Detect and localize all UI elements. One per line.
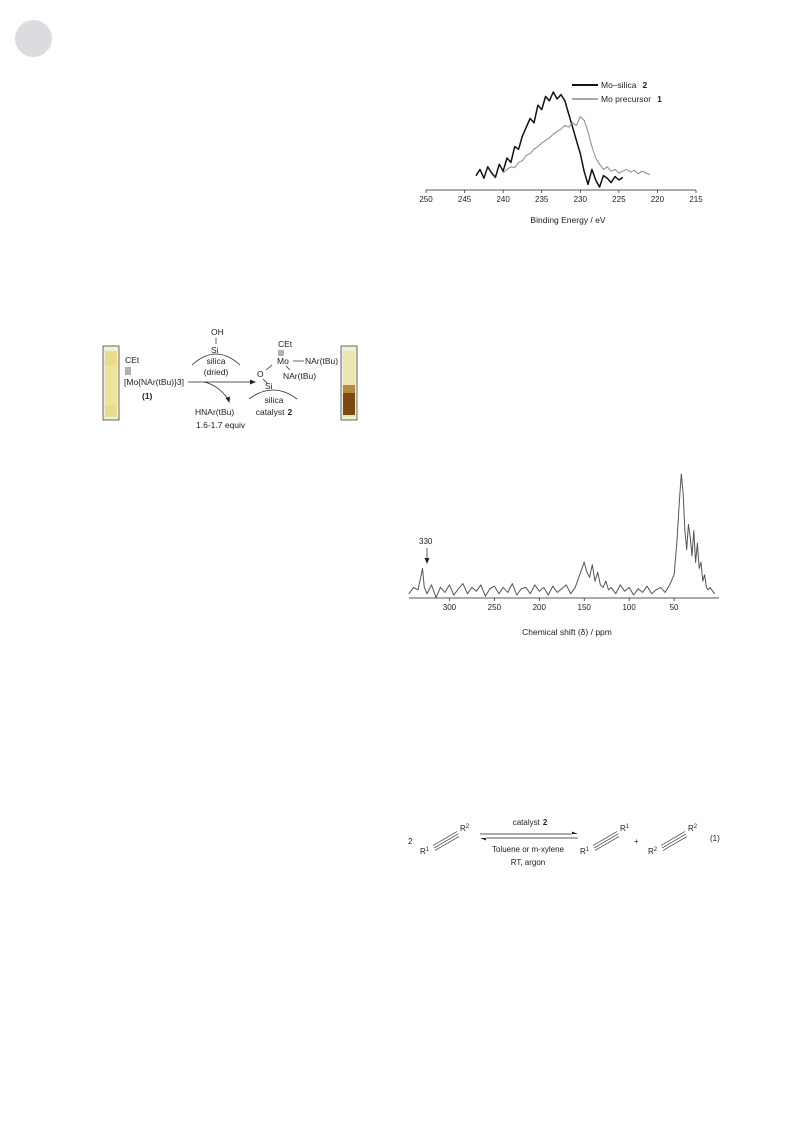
data-point [588,184,589,185]
data-point [476,591,477,592]
data-point [595,581,596,582]
data-point [626,169,627,170]
data-point [507,592,508,593]
data-point [638,588,639,589]
data-point [708,590,709,591]
data-point [599,164,600,165]
data-point [592,169,593,170]
data-point [595,158,596,159]
data-point [572,127,573,128]
eq-coefficient: 2 [408,837,413,846]
x-tick-label: 240 [496,195,510,204]
data-point [603,169,604,170]
data-point [553,134,554,135]
data-point [530,118,531,119]
data-point [611,182,612,183]
series-line-1-0 [409,474,715,598]
data-point [620,585,621,586]
data-point [615,169,616,170]
data-point [561,94,562,95]
data-point [584,120,585,121]
data-point [507,169,508,170]
reactant-mo-complex: [Mo{NAr(tBu)}3] [124,377,184,387]
data-point [704,574,705,575]
eq-catalyst: catalyst 2 [512,818,548,827]
data-point [424,587,425,588]
data-point [592,146,593,147]
data-point [525,587,526,588]
legend-label-mo-silica: Mo–silica 2 [601,80,648,90]
data-point [634,170,635,171]
data-point [600,585,601,586]
data-point [576,125,577,126]
data-point [481,585,482,586]
data-point [615,593,616,594]
nmr-plot-area [409,474,715,598]
data-point [676,543,677,544]
data-point [622,171,623,172]
svg-text:R1: $R^1$ [620,824,630,833]
x-tick-label: 225 [612,195,626,204]
eq-conditions: RT, argon [510,858,546,867]
data-point [472,587,473,588]
silanol-si: Si [211,345,219,355]
data-point [463,583,464,584]
data-point [568,114,569,115]
data-point [584,171,585,172]
data-point [541,109,542,110]
x-tick-label: 300 [442,603,457,612]
data-point [485,596,486,597]
data-point [518,149,519,150]
x-tick-label: 250 [419,195,433,204]
data-point [580,116,581,117]
data-point [642,171,643,172]
data-point [619,180,620,181]
xps-legend [572,80,662,104]
silanol-oh: OH [211,327,224,337]
data-point [642,592,643,593]
nmr-annotation-330: 330 [419,537,433,546]
data-point [692,556,693,557]
data-point [491,173,492,174]
data-point [467,593,468,594]
xps-chart [410,72,710,232]
product-nar2: NAr(tBu) [283,371,317,381]
data-point [685,530,686,531]
svg-text:R2: $R^2$ [688,824,698,833]
product-nar1: NAr(tBu) [305,356,339,366]
data-point [646,173,647,174]
data-point [651,593,652,594]
metathesis-equation [408,810,738,900]
product-silica: silica [264,395,284,405]
data-point [592,564,593,565]
data-point [503,587,504,588]
x-tick-label: 250 [487,603,502,612]
data-point [557,592,558,593]
data-point [674,574,675,575]
silica-label: silica [206,356,226,366]
x-tick-label: 100 [622,603,636,612]
svg-text:R1: $R^1$ [580,847,590,856]
data-point [611,587,612,588]
data-point [622,177,623,178]
data-point [575,587,576,588]
data-point [499,593,500,594]
data-point [552,586,553,587]
data-point [503,173,504,174]
x-tick-label: 220 [650,195,665,204]
data-point [549,137,550,138]
data-point [454,595,455,596]
x-tick-label: 235 [535,195,549,204]
data-point [699,568,700,569]
nmr-x-axis-title: Chemical shift (δ) / ppm [522,627,612,637]
data-point [427,593,428,594]
eq-number: (1) [710,834,720,843]
data-point [557,99,558,100]
data-point [607,178,608,179]
data-point [565,125,566,126]
data-point [656,590,657,591]
data-point [679,499,680,500]
data-point [611,171,612,172]
eq-plus: + [634,837,639,846]
data-point [413,587,414,588]
data-point [605,581,606,582]
data-point [549,100,550,101]
data-point [570,593,571,594]
data-point [584,562,585,563]
data-point [697,543,698,544]
data-point [714,593,715,594]
data-point [688,524,689,525]
data-point [521,588,522,589]
data-point [615,176,616,177]
data-point [710,587,711,588]
eq-solvent: Toluene or m-xylene [491,845,565,854]
product-catalyst-label: catalyst 2 [255,407,293,417]
data-point [476,175,477,176]
data-point [487,166,488,167]
data-point [669,585,670,586]
eq-product-1 [580,824,630,856]
data-point [597,572,598,573]
data-point [588,131,589,132]
data-point [579,574,580,575]
data-point [494,586,495,587]
data-point [422,568,423,569]
series-line-0-0 [476,92,623,187]
data-point [660,587,661,588]
silica-dried: (dried) [203,367,229,377]
data-point [695,562,696,563]
data-point [511,162,512,163]
data-point [409,593,410,594]
data-point [681,474,682,475]
data-point [503,171,504,172]
xps-ticks [419,190,703,204]
nmr-ticks [443,598,679,612]
data-point [706,587,707,588]
data-point [693,530,694,531]
data-point [553,92,554,93]
data-point [440,587,441,588]
reactant-label: (1) [142,391,153,401]
data-point [565,100,566,101]
data-point [514,146,515,147]
product-o: O [257,369,264,379]
x-tick-label: 245 [457,195,472,204]
data-point [526,155,527,156]
x-tick-label: 150 [577,603,591,612]
data-point [420,577,421,578]
data-point [449,585,450,586]
data-point [534,122,535,123]
data-point [514,167,515,168]
data-point [418,590,419,591]
x-tick-label: 50 [669,603,679,612]
x-tick-label: 230 [573,195,587,204]
eq-product-2 [648,824,698,856]
data-point [480,169,481,170]
data-point [561,588,562,589]
data-point [576,140,577,141]
data-point [683,493,684,494]
data-point [538,105,539,106]
data-point [512,583,513,584]
data-point [603,587,604,588]
data-point [690,537,691,538]
x-tick-label: 200 [532,603,546,612]
legend-label-mo-precursor: Mo precursor 1 [601,94,662,104]
data-point [511,166,512,167]
byproduct: HNAr(tBu) [195,407,235,417]
data-point [566,585,567,586]
data-point [541,143,542,144]
data-point [499,164,500,165]
data-point [539,591,540,592]
data-point [665,592,666,593]
data-point [458,588,459,589]
xps-plot-area [476,92,650,188]
data-point [607,166,608,167]
nmr-chart [405,462,725,642]
data-point [619,173,620,174]
product-si: Si [265,381,273,391]
data-point [445,592,446,593]
data-point [495,177,496,178]
svg-text:R2: $R^2$ [460,824,470,833]
data-point [530,593,531,594]
byproduct-equiv: 1.6-1.7 equiv [196,420,246,430]
x-tick-label: 215 [689,195,703,204]
data-point [701,562,702,563]
data-point [522,160,523,161]
grafting-scheme [100,325,370,445]
data-point [638,173,639,174]
data-point [686,549,687,550]
data-point [647,586,648,587]
data-point [624,591,625,592]
vial-after [341,346,357,420]
product-mo: Mo [277,356,289,366]
data-point [534,585,535,586]
page-marker [15,20,52,57]
data-point [518,162,519,163]
data-point [490,588,491,589]
data-point [630,172,631,173]
data-point [587,572,588,573]
data-point [649,174,650,175]
svg-text:R1: $R^1$ [420,847,430,856]
data-point [572,122,573,123]
data-point [548,595,549,596]
reactant-cet: CEt [125,355,140,365]
data-point [507,158,508,159]
data-point [545,140,546,141]
data-point [538,146,539,147]
data-point [534,149,535,150]
data-point [561,129,562,130]
eq-reactant [420,824,470,856]
product-cet: CEt [278,339,293,349]
data-point [545,96,546,97]
data-point [608,590,609,591]
data-point [431,585,432,586]
data-point [629,587,630,588]
data-point [484,178,485,179]
data-point [702,581,703,582]
data-point [530,153,531,154]
data-point [599,187,600,188]
data-point [516,595,517,596]
data-point [589,577,590,578]
data-point [603,175,604,176]
svg-text:R2: $R^2$ [648,847,658,856]
data-point [543,587,544,588]
data-point [568,127,569,128]
data-point [526,127,527,128]
data-point [557,131,558,132]
data-point [580,153,581,154]
xps-x-axis-title: Binding Energy / eV [530,215,606,225]
data-point [522,136,523,137]
data-point [595,180,596,181]
data-point [633,595,634,596]
vial-before [103,346,119,420]
